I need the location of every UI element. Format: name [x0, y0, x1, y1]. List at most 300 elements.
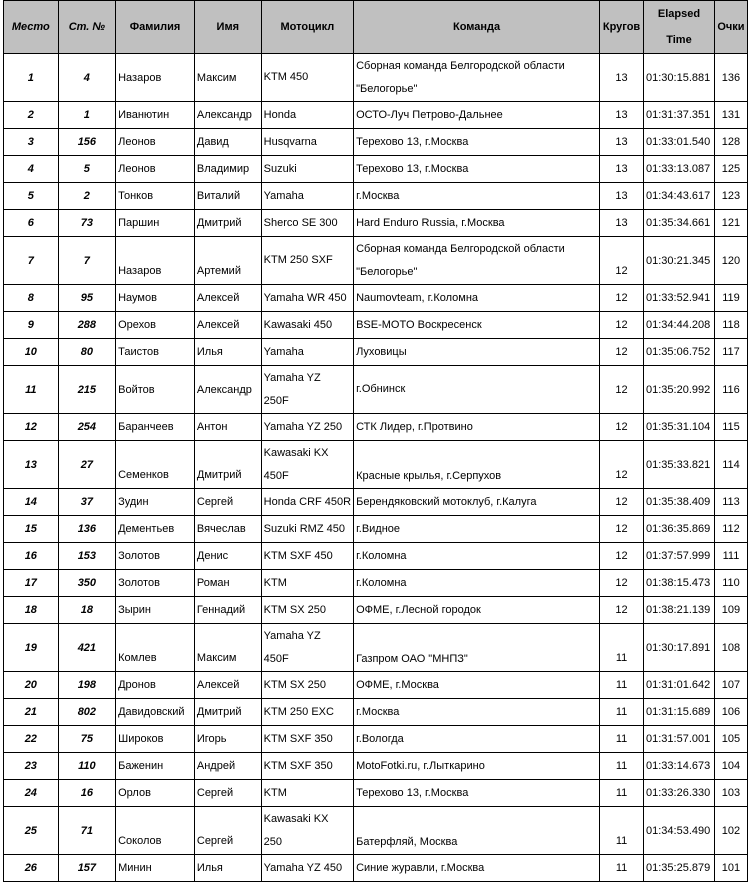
- start-number-cell: 153: [58, 543, 115, 570]
- name-cell: Александр: [194, 366, 261, 414]
- team-cell: [354, 855, 600, 882]
- laps-cell: 12: [600, 570, 644, 597]
- header-elapsed-line2: Time: [666, 34, 692, 46]
- surname-cell: Назаров: [116, 54, 195, 102]
- surname-cell: Золотов: [116, 543, 195, 570]
- team-cell-line: г.Вологда: [356, 732, 404, 745]
- surname-cell: Давидовский: [116, 699, 195, 726]
- team-cell: [354, 312, 600, 339]
- motorcycle-cell: [261, 699, 353, 726]
- team-cell: [354, 102, 600, 129]
- laps-cell: 12: [600, 366, 644, 414]
- motorcycle-cell: [261, 543, 353, 570]
- surname-cell: Баранчеев: [116, 414, 195, 441]
- elapsed-time-cell: 01:34:44.208: [644, 312, 715, 339]
- place-cell: 26: [4, 855, 59, 882]
- motorcycle-cell-line: KTM SXF 350: [263, 759, 333, 772]
- team-cell: [354, 441, 600, 489]
- elapsed-time-cell: 01:30:15.881: [644, 54, 715, 102]
- place-cell: 14: [4, 489, 59, 516]
- team-cell: [354, 672, 600, 699]
- name-cell: Дмитрий: [194, 699, 261, 726]
- start-number-cell: 215: [58, 366, 115, 414]
- elapsed-time-cell: 01:33:14.673: [644, 753, 715, 780]
- start-number-cell: 2: [58, 183, 115, 210]
- laps-cell: 11: [600, 699, 644, 726]
- name-cell: Сергей: [194, 780, 261, 807]
- team-cell-line: ОСТО-Луч Петрово-Дальнее: [356, 108, 503, 121]
- team-cell-line: "Белогорье": [356, 82, 418, 95]
- elapsed-time-cell: 01:31:01.642: [644, 672, 715, 699]
- start-number-cell: 95: [58, 285, 115, 312]
- elapsed-time-cell: 01:33:52.941: [644, 285, 715, 312]
- table-row: [4, 855, 748, 882]
- motorcycle-cell-line: 450F: [263, 469, 289, 482]
- laps-cell: 13: [600, 129, 644, 156]
- place-cell: 20: [4, 672, 59, 699]
- team-cell: [354, 807, 600, 855]
- table-row: [4, 516, 748, 543]
- team-cell: [354, 339, 600, 366]
- header-row: [4, 1, 748, 54]
- motorcycle-cell: [261, 489, 353, 516]
- surname-cell: Комлев: [116, 624, 195, 672]
- laps-cell: 13: [600, 54, 644, 102]
- table-row: [4, 366, 748, 414]
- points-cell: 108: [714, 624, 747, 672]
- motorcycle-cell: [261, 597, 353, 624]
- start-number-cell: 71: [58, 807, 115, 855]
- motorcycle-cell-line: Husqvarna: [263, 135, 317, 148]
- laps-cell: 12: [600, 414, 644, 441]
- start-number-cell: 254: [58, 414, 115, 441]
- surname-cell: Дронов: [116, 672, 195, 699]
- points-cell: 119: [714, 285, 747, 312]
- team-cell: [354, 129, 600, 156]
- motorcycle-cell: [261, 672, 353, 699]
- motorcycle-cell-line: Yamaha: [263, 345, 304, 358]
- header-surname: Фамилия: [116, 1, 195, 54]
- name-cell: Максим: [194, 624, 261, 672]
- place-cell: 24: [4, 780, 59, 807]
- motorcycle-cell: [261, 156, 353, 183]
- team-cell: [354, 624, 600, 672]
- results-body: [4, 54, 748, 882]
- motorcycle-cell-line: KTM: [263, 576, 287, 589]
- motorcycle-cell: [261, 624, 353, 672]
- start-number-cell: 7: [58, 237, 115, 285]
- start-number-cell: 198: [58, 672, 115, 699]
- place-cell: 11: [4, 366, 59, 414]
- place-cell: 16: [4, 543, 59, 570]
- motorcycle-cell: [261, 855, 353, 882]
- start-number-cell: 136: [58, 516, 115, 543]
- motorcycle-cell: [261, 102, 353, 129]
- elapsed-time-cell: 01:33:13.087: [644, 156, 715, 183]
- points-cell: 114: [714, 441, 747, 489]
- place-cell: 9: [4, 312, 59, 339]
- table-row: [4, 672, 748, 699]
- elapsed-time-cell: 01:38:21.139: [644, 597, 715, 624]
- team-cell: [354, 237, 600, 285]
- laps-cell: 12: [600, 489, 644, 516]
- team-cell: [354, 156, 600, 183]
- table-row: [4, 807, 748, 855]
- team-cell-line: г.Москва: [356, 705, 400, 718]
- motorcycle-cell-line: Yamaha YZ 450: [263, 861, 343, 874]
- motorcycle-cell-line: Kawasaki 450: [263, 318, 333, 331]
- place-cell: 17: [4, 570, 59, 597]
- points-cell: 111: [714, 543, 747, 570]
- elapsed-time-cell: 01:31:15.689: [644, 699, 715, 726]
- start-number-cell: 288: [58, 312, 115, 339]
- team-cell-line: г.Видное: [356, 522, 401, 535]
- team-cell-line: Naumovteam, г.Коломна: [356, 291, 479, 304]
- team-cell-line: Терехово 13, г.Москва: [356, 786, 469, 799]
- motorcycle-cell: [261, 753, 353, 780]
- table-row: [4, 597, 748, 624]
- place-cell: 12: [4, 414, 59, 441]
- laps-cell: 11: [600, 672, 644, 699]
- start-number-cell: 80: [58, 339, 115, 366]
- laps-cell: 11: [600, 624, 644, 672]
- team-cell-line: BSE-MOTO Воскресенск: [356, 318, 482, 331]
- table-row: [4, 780, 748, 807]
- team-cell-line: ОФМЕ, г.Москва: [356, 678, 439, 691]
- name-cell: Виталий: [194, 183, 261, 210]
- motorcycle-cell: [261, 210, 353, 237]
- place-cell: 15: [4, 516, 59, 543]
- place-cell: 18: [4, 597, 59, 624]
- name-cell: Игорь: [194, 726, 261, 753]
- table-row: [4, 699, 748, 726]
- name-cell: Давид: [194, 129, 261, 156]
- points-cell: 109: [714, 597, 747, 624]
- name-cell: Александр: [194, 102, 261, 129]
- team-cell-line: Красные крылья, г.Серпухов: [356, 470, 502, 482]
- team-cell: [354, 210, 600, 237]
- header-elapsed-line1: Elapsed: [657, 8, 701, 20]
- table-row: [4, 489, 748, 516]
- header-place: Место: [4, 1, 59, 54]
- points-cell: 110: [714, 570, 747, 597]
- motorcycle-cell-line: 450F: [263, 652, 289, 665]
- team-cell-line: MotoFotki.ru, г.Лыткарино: [356, 759, 485, 772]
- surname-cell: Золотов: [116, 570, 195, 597]
- surname-cell: Баженин: [116, 753, 195, 780]
- surname-cell: Войтов: [116, 366, 195, 414]
- motorcycle-cell-line: Yamaha: [263, 189, 304, 202]
- motorcycle-cell: [261, 285, 353, 312]
- laps-cell: 11: [600, 753, 644, 780]
- place-cell: 3: [4, 129, 59, 156]
- elapsed-time-cell: 01:36:35.869: [644, 516, 715, 543]
- team-cell-line: Синие журавли, г.Москва: [356, 861, 485, 874]
- motorcycle-cell-line: KTM SXF 350: [263, 732, 333, 745]
- motorcycle-cell-line: Sherco SE 300: [263, 216, 338, 229]
- team-cell: [354, 414, 600, 441]
- points-cell: 115: [714, 414, 747, 441]
- start-number-cell: 802: [58, 699, 115, 726]
- points-cell: 120: [714, 237, 747, 285]
- team-cell: [354, 285, 600, 312]
- start-number-cell: 73: [58, 210, 115, 237]
- motorcycle-cell: [261, 339, 353, 366]
- team-cell-line: Hard Enduro Russia, г.Москва: [356, 216, 505, 229]
- laps-cell: 11: [600, 726, 644, 753]
- elapsed-time-cell: 01:30:21.345: [644, 237, 715, 285]
- start-number-cell: 75: [58, 726, 115, 753]
- name-cell: Илья: [194, 339, 261, 366]
- surname-cell: Наумов: [116, 285, 195, 312]
- laps-cell: 13: [600, 102, 644, 129]
- laps-cell: 12: [600, 312, 644, 339]
- start-number-cell: 5: [58, 156, 115, 183]
- points-cell: 113: [714, 489, 747, 516]
- motorcycle-cell-line: Suzuki: [263, 162, 297, 175]
- name-cell: Денис: [194, 543, 261, 570]
- team-cell: [354, 54, 600, 102]
- laps-cell: 11: [600, 855, 644, 882]
- surname-cell: Семенков: [116, 441, 195, 489]
- motorcycle-cell-line: Honda: [263, 108, 297, 121]
- team-cell-line: ОФМЕ, г.Лесной городок: [356, 603, 481, 616]
- name-cell: Роман: [194, 570, 261, 597]
- laps-cell: 13: [600, 156, 644, 183]
- motorcycle-cell-line: Yamaha WR 450: [263, 291, 347, 304]
- surname-cell: Дементьев: [116, 516, 195, 543]
- motorcycle-cell-line: Suzuki RMZ 450: [263, 522, 345, 535]
- table-row: [4, 624, 748, 672]
- table-row: [4, 210, 748, 237]
- team-cell-line: г.Коломна: [356, 576, 407, 589]
- points-cell: 121: [714, 210, 747, 237]
- table-row: [4, 570, 748, 597]
- header-number: Ст. №: [58, 1, 115, 54]
- motorcycle-cell: [261, 54, 353, 102]
- name-cell: Вячеслав: [194, 516, 261, 543]
- elapsed-time-cell: 01:33:01.540: [644, 129, 715, 156]
- team-cell: [354, 543, 600, 570]
- start-number-cell: 110: [58, 753, 115, 780]
- motorcycle-cell-line: Yamaha YZ: [263, 629, 321, 642]
- motorcycle-cell: [261, 807, 353, 855]
- name-cell: Максим: [194, 54, 261, 102]
- surname-cell: Леонов: [116, 129, 195, 156]
- elapsed-time-cell: 01:38:15.473: [644, 570, 715, 597]
- table-row: [4, 129, 748, 156]
- elapsed-time-cell: 01:34:43.617: [644, 183, 715, 210]
- team-cell-line: Терехово 13, г.Москва: [356, 162, 469, 175]
- team-cell-line: Газпром ОАО "МНПЗ": [356, 653, 468, 665]
- team-cell-line: Батерфляй, Москва: [356, 836, 458, 848]
- points-cell: 117: [714, 339, 747, 366]
- laps-cell: 12: [600, 516, 644, 543]
- team-cell-line: г.Москва: [356, 189, 400, 202]
- elapsed-time-cell: 01:37:57.999: [644, 543, 715, 570]
- surname-cell: Тонков: [116, 183, 195, 210]
- place-cell: 10: [4, 339, 59, 366]
- points-cell: 102: [714, 807, 747, 855]
- header-motorcycle: Мотоцикл: [261, 1, 353, 54]
- points-cell: 128: [714, 129, 747, 156]
- surname-cell: Орехов: [116, 312, 195, 339]
- motorcycle-cell: [261, 441, 353, 489]
- motorcycle-cell-line: Yamaha YZ: [263, 371, 321, 384]
- team-cell-line: г.Обнинск: [356, 383, 406, 395]
- points-cell: 101: [714, 855, 747, 882]
- laps-cell: 13: [600, 183, 644, 210]
- table-row: [4, 183, 748, 210]
- laps-cell: 12: [600, 441, 644, 489]
- elapsed-time-cell: 01:35:33.821: [644, 441, 715, 489]
- start-number-cell: 37: [58, 489, 115, 516]
- team-cell: [354, 489, 600, 516]
- results-table: [3, 0, 748, 882]
- motorcycle-cell-line: Yamaha YZ 250: [263, 420, 343, 433]
- points-cell: 112: [714, 516, 747, 543]
- team-cell-line: Терехово 13, г.Москва: [356, 135, 469, 148]
- table-row: [4, 441, 748, 489]
- team-cell-line: г.Коломна: [356, 549, 407, 562]
- motorcycle-cell: [261, 516, 353, 543]
- table-row: [4, 156, 748, 183]
- name-cell: Алексей: [194, 312, 261, 339]
- motorcycle-cell-line: KTM: [263, 786, 287, 799]
- team-cell-line: "Белогорье": [356, 265, 418, 278]
- points-cell: 107: [714, 672, 747, 699]
- table-row: [4, 339, 748, 366]
- team-cell: [354, 597, 600, 624]
- table-row: [4, 54, 748, 102]
- points-cell: 123: [714, 183, 747, 210]
- team-cell-line: Берендяковский мотоклуб, г.Калуга: [356, 495, 537, 508]
- start-number-cell: 4: [58, 54, 115, 102]
- name-cell: Андрей: [194, 753, 261, 780]
- surname-cell: Таистов: [116, 339, 195, 366]
- motorcycle-cell-line: Honda CRF 450R: [263, 495, 352, 508]
- header-name: Имя: [194, 1, 261, 54]
- start-number-cell: 350: [58, 570, 115, 597]
- laps-cell: 12: [600, 597, 644, 624]
- start-number-cell: 1: [58, 102, 115, 129]
- elapsed-time-cell: 01:35:34.661: [644, 210, 715, 237]
- motorcycle-cell: [261, 726, 353, 753]
- place-cell: 25: [4, 807, 59, 855]
- motorcycle-cell-line: KTM 250 EXC: [263, 705, 334, 718]
- points-cell: 131: [714, 102, 747, 129]
- motorcycle-cell: [261, 183, 353, 210]
- motorcycle-cell-line: Kawasaki KX: [263, 446, 329, 459]
- team-cell-line: Сборная команда Белгородской области: [356, 242, 565, 255]
- motorcycle-cell: [261, 414, 353, 441]
- surname-cell: Широков: [116, 726, 195, 753]
- place-cell: 21: [4, 699, 59, 726]
- name-cell: Илья: [194, 855, 261, 882]
- laps-cell: 11: [600, 807, 644, 855]
- team-cell: [354, 753, 600, 780]
- points-cell: 118: [714, 312, 747, 339]
- laps-cell: 12: [600, 237, 644, 285]
- name-cell: Дмитрий: [194, 441, 261, 489]
- surname-cell: Назаров: [116, 237, 195, 285]
- elapsed-time-cell: 01:35:06.752: [644, 339, 715, 366]
- place-cell: 19: [4, 624, 59, 672]
- header-team: Команда: [354, 1, 600, 54]
- points-cell: 104: [714, 753, 747, 780]
- team-cell-line: Сборная команда Белгородской области: [356, 59, 565, 72]
- start-number-cell: 157: [58, 855, 115, 882]
- motorcycle-cell-line: KTM 450: [263, 71, 309, 83]
- start-number-cell: 16: [58, 780, 115, 807]
- surname-cell: Иванютин: [116, 102, 195, 129]
- surname-cell: Зудин: [116, 489, 195, 516]
- elapsed-time-cell: 01:31:57.001: [644, 726, 715, 753]
- start-number-cell: 27: [58, 441, 115, 489]
- surname-cell: Леонов: [116, 156, 195, 183]
- motorcycle-cell-line: KTM SX 250: [263, 678, 327, 691]
- team-cell: [354, 183, 600, 210]
- place-cell: 2: [4, 102, 59, 129]
- motorcycle-cell: [261, 237, 353, 285]
- motorcycle-cell-line: 250F: [263, 394, 289, 407]
- elapsed-time-cell: 01:35:38.409: [644, 489, 715, 516]
- elapsed-time-cell: 01:35:31.104: [644, 414, 715, 441]
- motorcycle-cell: [261, 312, 353, 339]
- table-row: [4, 312, 748, 339]
- team-cell: [354, 699, 600, 726]
- name-cell: Владимир: [194, 156, 261, 183]
- elapsed-time-cell: 01:31:37.351: [644, 102, 715, 129]
- motorcycle-cell: [261, 780, 353, 807]
- table-row: [4, 753, 748, 780]
- place-cell: 23: [4, 753, 59, 780]
- header-points: Очки: [714, 1, 747, 54]
- surname-cell: Зырин: [116, 597, 195, 624]
- motorcycle-cell-line: Kawasaki KX: [263, 812, 329, 825]
- table-row: [4, 285, 748, 312]
- table-row: [4, 237, 748, 285]
- start-number-cell: 156: [58, 129, 115, 156]
- name-cell: Дмитрий: [194, 210, 261, 237]
- table-row: [4, 726, 748, 753]
- motorcycle-cell-line: KTM SX 250: [263, 603, 327, 616]
- team-cell-line: СТК Лидер, г.Протвино: [356, 420, 473, 433]
- name-cell: Алексей: [194, 285, 261, 312]
- header-elapsed-time: [644, 1, 715, 54]
- name-cell: Сергей: [194, 807, 261, 855]
- start-number-cell: 421: [58, 624, 115, 672]
- place-cell: 4: [4, 156, 59, 183]
- table-row: [4, 543, 748, 570]
- points-cell: 125: [714, 156, 747, 183]
- motorcycle-cell: [261, 366, 353, 414]
- place-cell: 8: [4, 285, 59, 312]
- surname-cell: Соколов: [116, 807, 195, 855]
- elapsed-time-cell: 01:33:26.330: [644, 780, 715, 807]
- place-cell: 1: [4, 54, 59, 102]
- surname-cell: Паршин: [116, 210, 195, 237]
- points-cell: 116: [714, 366, 747, 414]
- team-cell: [354, 570, 600, 597]
- header-laps: Кругов: [600, 1, 644, 54]
- name-cell: Антон: [194, 414, 261, 441]
- team-cell-line: Луховицы: [356, 345, 407, 358]
- start-number-cell: 18: [58, 597, 115, 624]
- table-row: [4, 102, 748, 129]
- place-cell: 13: [4, 441, 59, 489]
- team-cell: [354, 516, 600, 543]
